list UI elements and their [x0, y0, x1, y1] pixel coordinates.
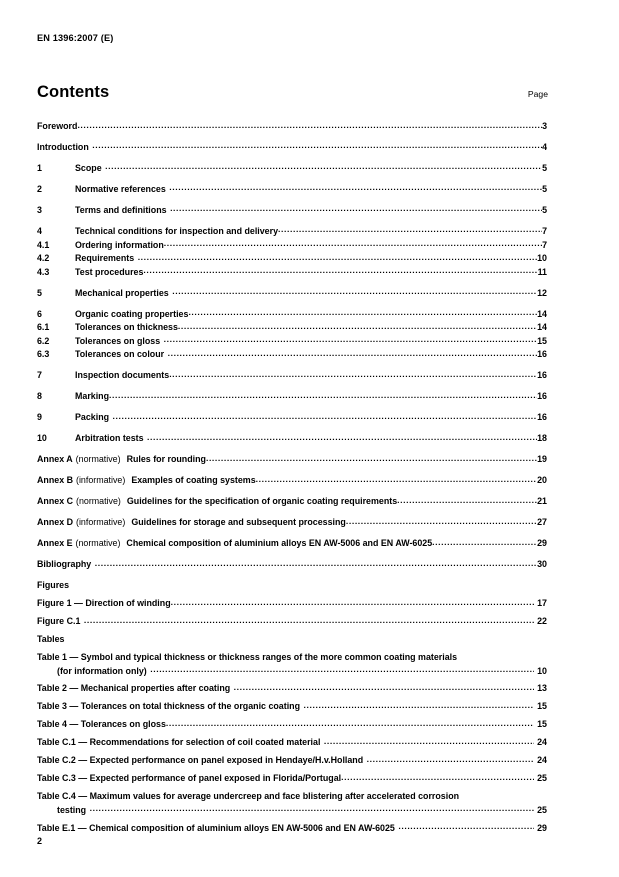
toc-entry-page: 15: [537, 719, 547, 730]
toc-entry-clause-2[interactable]: [37, 183, 547, 197]
toc-entry-label: Table E.1 — Chemical composition of aluminium alloys EN AW-5006 and EN AW-6025: [37, 822, 395, 833]
toc-entry-label: Introduction: [37, 141, 89, 152]
toc-entry-label: Requirements: [75, 253, 135, 264]
leader-dots: [234, 681, 534, 695]
annex-name: Annex C: [37, 496, 73, 507]
leader-dots: [206, 452, 537, 466]
leader-dots: [168, 347, 538, 361]
leader-dots: [105, 160, 542, 174]
leader-dots: [113, 410, 538, 424]
toc-entry-label: Inspection documents: [75, 370, 170, 381]
toc-entry-page: 16: [537, 391, 547, 402]
toc-entry-page: 29: [537, 822, 547, 833]
annex-kind: (normative): [76, 496, 121, 507]
toc-entry-page: 15: [537, 335, 547, 346]
leader-dots: [166, 717, 534, 731]
toc-entry-number: 3: [37, 204, 42, 215]
leader-dots: [397, 494, 537, 508]
toc-entry-page: 30: [537, 559, 547, 570]
toc-entry-foreword[interactable]: [37, 120, 547, 134]
toc-entry-label: Scope: [75, 162, 102, 173]
toc-entry-label: Test procedures: [75, 266, 144, 277]
annex-kind: (informative): [76, 475, 126, 486]
leader-dots: [256, 473, 537, 487]
toc-entry-label: Organic coating properties: [75, 308, 189, 319]
toc-entry-number: 4.2: [37, 253, 50, 264]
toc-entry-label: Packing: [75, 412, 110, 423]
toc-entry-table-c-1[interactable]: [37, 736, 547, 750]
toc-entry-annex-b[interactable]: [37, 474, 547, 488]
leader-dots: [77, 119, 542, 133]
toc-entry-table-1[interactable]: [37, 651, 547, 678]
toc-entry-label: Foreword: [37, 121, 78, 131]
leader-dots: [398, 820, 533, 834]
toc-entry-label-cont: (for information only): [57, 665, 147, 676]
annex-title: Rules for rounding: [126, 454, 206, 465]
leader-dots: [90, 802, 534, 815]
leader-dots: [147, 431, 537, 445]
toc-entry-clause-10[interactable]: [37, 432, 547, 446]
leader-dots: [150, 663, 533, 676]
toc-entry-page: 10: [537, 253, 547, 264]
toc-entry-page: 17: [537, 598, 547, 609]
toc-entry-label: Tolerances on thickness: [75, 322, 178, 333]
toc-entry-number: 5: [37, 287, 42, 298]
page-column-header: Page: [527, 89, 548, 99]
toc-entry-label: Tolerances on gloss: [75, 335, 161, 346]
toc-entry-page: 19: [537, 454, 547, 465]
toc-entry-label: Table 4 — Tolerances on gloss: [37, 719, 166, 730]
toc-entry-number: 2: [37, 183, 42, 194]
annex-title: Guidelines for the specification of organic coating requirements: [126, 496, 398, 507]
toc-entry-bibliography[interactable]: [37, 558, 547, 572]
toc-entry-label-cont: testing: [57, 804, 87, 815]
toc-entry-page: 16: [537, 412, 547, 423]
toc-entry-page: 13: [537, 683, 547, 694]
toc-entry-page: 5: [542, 204, 547, 215]
toc-section-heading-tables: Tables: [37, 634, 65, 645]
running-head: EN 1396:2007 (E): [37, 33, 114, 43]
toc-entry-label-line2: [37, 665, 547, 678]
toc-entry-figure-c-1[interactable]: [37, 615, 547, 629]
leader-dots: [171, 596, 534, 610]
toc-entry-page: 27: [537, 517, 547, 528]
annex-name: Annex E: [37, 538, 73, 549]
toc-entry-label: Figure C.1: [37, 616, 81, 627]
toc-entry-page: 29: [537, 538, 547, 549]
page-title: Contents: [37, 83, 110, 101]
leader-dots: [109, 389, 537, 403]
toc-entry-number: 6: [37, 308, 42, 319]
leader-dots: [178, 320, 537, 334]
toc-entry-label: Table C.1 — Recommendations for selection of coil coated material: [37, 737, 321, 748]
toc-entry-annex-c[interactable]: [37, 495, 547, 509]
toc-entry-clause-1[interactable]: [37, 162, 547, 176]
leader-dots: [172, 285, 537, 299]
toc-entry-label: Marking: [75, 391, 110, 402]
leader-dots: [304, 699, 534, 713]
annex-name: Annex B: [37, 475, 73, 486]
toc-entry-page: 25: [537, 804, 547, 815]
toc-entry-number: 4.1: [37, 239, 50, 250]
leader-dots: [367, 753, 534, 767]
toc-entry-page: 11: [537, 266, 547, 277]
toc-entry-label: Arbitration tests: [75, 433, 144, 444]
toc-entry-page: 16: [537, 349, 547, 360]
toc-entry-page: 18: [537, 433, 547, 444]
toc-entry-page: 7: [542, 239, 547, 250]
leader-dots: [95, 557, 537, 571]
toc-entry-clause-3[interactable]: [37, 204, 547, 218]
toc-entry-page: 14: [537, 322, 547, 333]
toc-section-heading-figures: Figures: [37, 580, 70, 591]
toc-entry-annex-d[interactable]: [37, 516, 547, 530]
toc-entry-page: 20: [537, 475, 547, 486]
toc-entry-number: 7: [37, 370, 42, 381]
toc-entry-number: 6.2: [37, 335, 50, 346]
toc-entry-page: 4: [542, 141, 547, 152]
leader-dots: [84, 614, 534, 628]
toc-entry-label: Table C.4 — Maximum values for average undercreep and face blistering after accelerated corrosion: [37, 791, 460, 802]
toc-entry-clause-4-3[interactable]: [37, 266, 547, 280]
toc-entry-number: 6.3: [37, 349, 50, 360]
leader-dots: [170, 202, 542, 216]
toc-entry-clause-6-3[interactable]: [37, 348, 547, 362]
toc-entry-label: Table C.2 — Expected performance on panel exposed in Hendaye/H.v.Holland: [37, 755, 364, 766]
table-of-contents: [37, 120, 547, 835]
toc-entry-table-c-3[interactable]: [37, 772, 547, 786]
toc-entry-page: 25: [537, 773, 547, 784]
toc-entry-page: 24: [537, 755, 547, 766]
toc-entry-page: 21: [537, 496, 547, 507]
toc-entry-number: 9: [37, 412, 42, 423]
leader-dots: [92, 139, 542, 153]
toc-entry-introduction[interactable]: [37, 141, 547, 155]
toc-entry-page: 14: [537, 308, 547, 319]
leader-dots: [138, 251, 537, 265]
annex-name: Annex D: [37, 517, 73, 528]
toc-entry-label: Table 2 — Mechanical properties after coating: [37, 683, 231, 694]
toc-entry-label: Ordering information: [75, 239, 164, 250]
leader-dots: [169, 368, 537, 382]
annex-title: Examples of coating systems: [131, 475, 256, 486]
leader-dots: [164, 333, 537, 347]
toc-entry-figure-1[interactable]: [37, 597, 547, 611]
toc-entry-page: 12: [537, 287, 547, 298]
toc-entry-label: Table 1 — Symbol and typical thickness or thickness ranges of the more common coating materials: [37, 652, 458, 663]
page-number-folio: 2: [37, 836, 43, 846]
toc-entry-page: 5: [542, 183, 547, 194]
leader-dots: [143, 264, 537, 278]
toc-entry-clause-5[interactable]: [37, 287, 547, 301]
toc-entry-number: 4.3: [37, 266, 50, 277]
leader-dots: [346, 515, 537, 529]
toc-entry-label: Normative references: [75, 183, 166, 194]
toc-entry-table-2[interactable]: [37, 682, 547, 696]
toc-entry-clause-7[interactable]: [37, 369, 547, 383]
toc-entry-page: 22: [537, 616, 547, 627]
toc-entry-page: 16: [537, 370, 547, 381]
toc-entry-label: Terms and definitions: [75, 204, 167, 215]
toc-entry-label: Table C.3 — Expected performance of panel exposed in Florida/Portugal: [37, 773, 342, 784]
toc-entry-page: 7: [542, 225, 547, 236]
toc-entry-page: 5: [542, 162, 547, 173]
leader-dots: [169, 181, 542, 195]
toc-entry-number: 1: [37, 162, 42, 173]
leader-dots: [188, 306, 537, 320]
annex-title: Chemical composition of aluminium alloys EN AW-5006 and EN AW-6025: [126, 538, 433, 549]
annex-kind: (normative): [75, 454, 121, 465]
toc-entry-page: 24: [537, 737, 547, 748]
toc-entry-clause-8[interactable]: [37, 390, 547, 404]
toc-entry-label: Tolerances on colour: [75, 349, 165, 360]
toc-entry-table-3[interactable]: [37, 700, 547, 714]
leader-dots: [164, 237, 542, 251]
toc-entry-annex-a[interactable]: [37, 453, 547, 467]
leader-dots: [432, 536, 537, 550]
toc-entry-number: 4: [37, 225, 42, 236]
toc-entry-page: 15: [537, 701, 547, 712]
toc-entry-label: Bibliography: [37, 559, 92, 570]
annex-name: Annex A: [37, 454, 73, 465]
toc-entry-label: Mechanical properties: [75, 287, 169, 298]
toc-entry-label: Table 3 — Tolerances on total thickness of the organic coating: [37, 701, 301, 712]
leader-dots: [278, 223, 542, 237]
annex-kind: (informative): [76, 517, 126, 528]
leader-dots: [341, 771, 534, 785]
toc-entry-page: 10: [537, 665, 547, 676]
annex-title: Guidelines for storage and subsequent processing: [131, 517, 346, 528]
toc-entry-table-c-4[interactable]: [37, 790, 547, 817]
toc-entry-label: Technical conditions for inspection and delivery: [75, 225, 279, 236]
annex-kind: (normative): [75, 538, 121, 549]
toc-entry-table-e-1[interactable]: [37, 822, 547, 836]
toc-entry-number: 8: [37, 391, 42, 402]
toc-entry-table-c-2[interactable]: [37, 754, 547, 768]
leader-dots: [324, 735, 534, 749]
toc-entry-label-line2: [37, 804, 547, 817]
toc-entry-clause-9[interactable]: [37, 411, 547, 425]
toc-entry-annex-e[interactable]: [37, 537, 547, 551]
toc-entry-table-4[interactable]: [37, 718, 547, 732]
toc-entry-number: 6.1: [37, 322, 50, 333]
toc-entry-number: 10: [37, 433, 47, 444]
toc-entry-page: 3: [542, 121, 547, 131]
toc-entry-label: Figure 1 — Direction of winding: [37, 598, 171, 609]
